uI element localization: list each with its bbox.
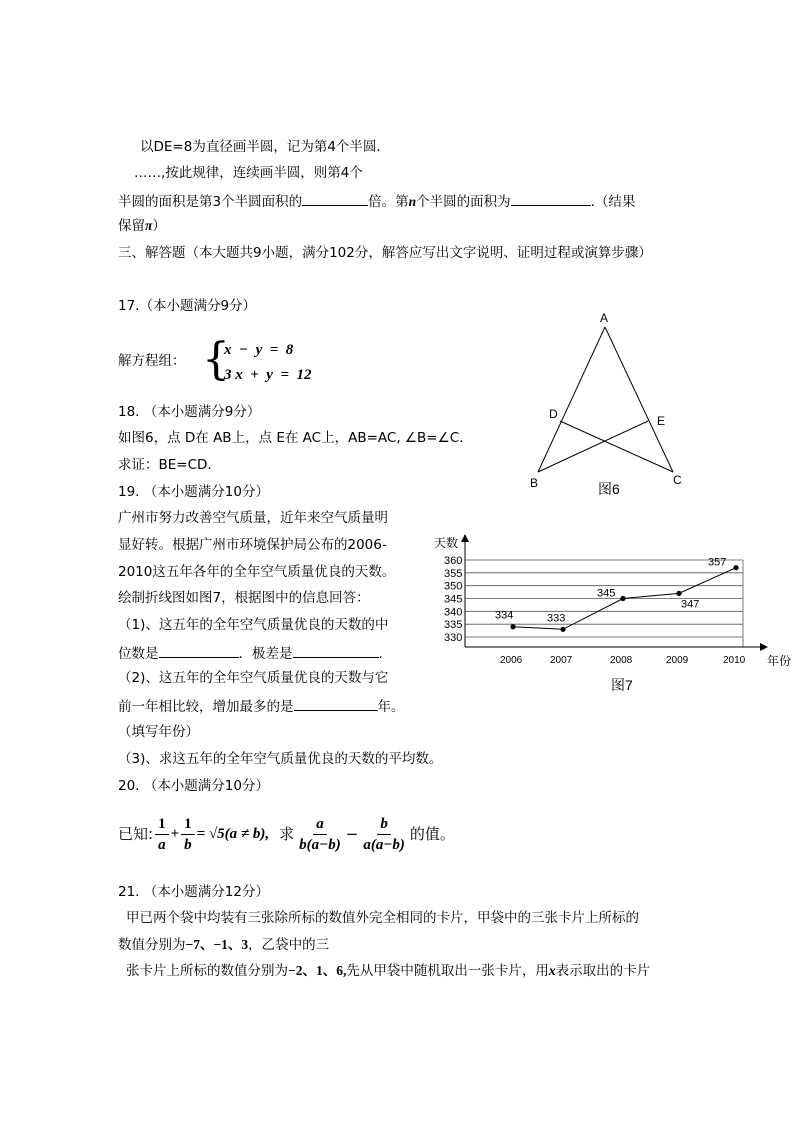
y-tick-label: 360 xyxy=(444,555,463,567)
x-axis-label: 年份 xyxy=(767,654,792,668)
text-line: ……,按此规律，连续画半圆，则第4个 xyxy=(134,165,363,181)
var-n: n xyxy=(408,194,417,209)
chart-title: 图7 xyxy=(611,677,633,693)
q19-text: （3)、求这五年的全年空气质量优良的天数的平均数。 xyxy=(118,751,443,767)
text: 位数是 xyxy=(118,646,159,662)
numerator: a xyxy=(313,814,327,835)
brace: { xyxy=(202,334,230,385)
text: ，乙袋中的三 xyxy=(248,937,330,953)
y-tick-label: 340 xyxy=(444,606,463,619)
denominator: a(a−b) xyxy=(363,836,405,853)
data-point xyxy=(676,591,681,596)
data-label: 333 xyxy=(547,612,566,625)
y-axis-arrow xyxy=(461,534,469,542)
q19-text: 绘制折线图如图7，根据图中的信息回答： xyxy=(118,590,370,606)
figure-caption: 图6 xyxy=(598,481,620,497)
data-point xyxy=(560,627,565,632)
text: 保留 xyxy=(118,218,145,234)
text: 个半圆的面积为 xyxy=(416,194,511,210)
data-label: 357 xyxy=(708,556,727,569)
text: ） xyxy=(152,218,166,234)
equation-1: x − y = 8 xyxy=(224,342,294,358)
y-tick-label: 335 xyxy=(444,619,463,632)
q19-text: （填写年份） xyxy=(118,724,199,740)
fraction-b-over-a-a-minus-b xyxy=(360,814,408,855)
q19-text: （1)、这五年的全年空气质量优良的天数的中 xyxy=(118,617,389,633)
numerator: b xyxy=(377,814,391,835)
denominator: b xyxy=(184,836,192,853)
q20-formula: 已知: $\frac{1}{a}$ + $\frac{1}{b}$ = √5(a ≠ b), 求 $\frac{a}{b(a-b)}$ − $\frac{b}{a(a-b)}$ 的值。 xyxy=(118,812,455,856)
text-line: 以DE=8为直径画半圆，记为第4个半圆. xyxy=(140,139,381,155)
y-tick-label: 355 xyxy=(444,567,463,580)
q17-prompt: 解方程组： xyxy=(118,353,186,369)
x-tick-label: 2006 xyxy=(500,655,523,666)
q17-heading: 17.（本小题满分9分） xyxy=(118,298,257,314)
numerator: 1 xyxy=(155,814,169,835)
denominator: b(a−b) xyxy=(299,836,341,853)
y-tick-label: 350 xyxy=(444,580,463,593)
text: 半圆的面积是第3个半圆面积的 xyxy=(118,194,303,210)
text: 先从甲袋中随机取出一张卡片，用 xyxy=(346,963,549,979)
label-c: C xyxy=(673,473,682,487)
label-b: B xyxy=(530,476,539,490)
label-a: A xyxy=(600,311,609,325)
fraction-1-over-a xyxy=(155,814,169,855)
values: −2、1、6, xyxy=(288,963,347,978)
text: 的值。 xyxy=(409,825,455,843)
label-e: E xyxy=(657,414,666,428)
y-axis-label: 天数 xyxy=(434,536,459,550)
text: 表示取出的卡片 xyxy=(555,963,651,979)
q19-text: 显好转。根据广州市环境保护局公布的2006- xyxy=(118,537,387,553)
text: 求 xyxy=(279,825,295,843)
values: −7、−1、3 xyxy=(185,937,249,952)
var-x: x xyxy=(548,963,556,978)
denominator: a xyxy=(158,836,166,853)
q19-text: 广州市努力改善空气质量，近年来空气质量明 xyxy=(118,510,388,526)
fraction-1-over-b xyxy=(181,814,195,855)
text: 张卡片上所标的数值分别为 xyxy=(126,963,288,979)
pi: π xyxy=(145,218,153,233)
x-tick-label: 2009 xyxy=(666,655,689,666)
y-tick-label: 330 xyxy=(444,632,463,644)
text: 数值分别为 xyxy=(118,937,186,953)
data-label: 347 xyxy=(681,598,700,611)
data-point xyxy=(510,624,515,629)
text: 已知: xyxy=(118,825,154,843)
q20-heading: 20. （本小题满分10分） xyxy=(118,778,269,794)
section-heading: 三、解答题（本大题共9小题，满分102分，解答应写出文字说明、证明过程或演算步骤） xyxy=(118,245,652,261)
x-tick-label: 2008 xyxy=(610,655,633,666)
x-axis-arrow xyxy=(760,643,768,651)
q18-text: 求证：BE=CD. xyxy=(118,457,212,473)
x-tick-label: 2010 xyxy=(723,655,746,666)
data-label: 334 xyxy=(495,609,514,622)
text: . xyxy=(378,646,383,662)
equation-tail: = √5(a ≠ b), xyxy=(196,826,270,842)
q21-text xyxy=(118,936,329,954)
q21-text: 甲已两个袋中均装有三张除所标的数值外完全相同的卡片，甲袋中的三张卡片上所标的 xyxy=(126,910,639,926)
data-point xyxy=(620,596,625,601)
q19-text: （2)、这五年的全年空气质量优良的天数与它 xyxy=(118,670,389,686)
fraction-a-over-b-a-minus-b xyxy=(296,814,344,855)
data-point xyxy=(733,565,738,570)
minus: − xyxy=(345,825,359,843)
numerator: 1 xyxy=(181,814,195,835)
equation-2: 3 x + y = 12 xyxy=(224,367,312,383)
text: .（结果 xyxy=(590,194,636,210)
x-tick-label: 2007 xyxy=(550,655,573,666)
text: ．极差是 xyxy=(238,646,293,662)
data-label: 345 xyxy=(597,587,616,600)
q19-heading: 19. （本小题满分10分） xyxy=(118,484,269,500)
text: 前一年相比较，增加最多的是 xyxy=(118,699,294,715)
text: 年。 xyxy=(377,699,405,715)
label-d: D xyxy=(549,407,558,421)
q21-heading: 21. （本小题满分12分） xyxy=(118,884,269,900)
q18-heading: 18. （本小题满分9分） xyxy=(118,404,261,420)
text: 倍。第 xyxy=(368,194,409,210)
q19-text: 2010这五年各年的全年空气质量优良的天数。 xyxy=(118,564,396,580)
q21-text xyxy=(126,962,650,980)
y-tick-label: 345 xyxy=(444,593,463,606)
q18-text: 如图6，点 D在 AB上，点 E在 AC上，AB=AC, ∠B=∠C. xyxy=(118,430,464,446)
